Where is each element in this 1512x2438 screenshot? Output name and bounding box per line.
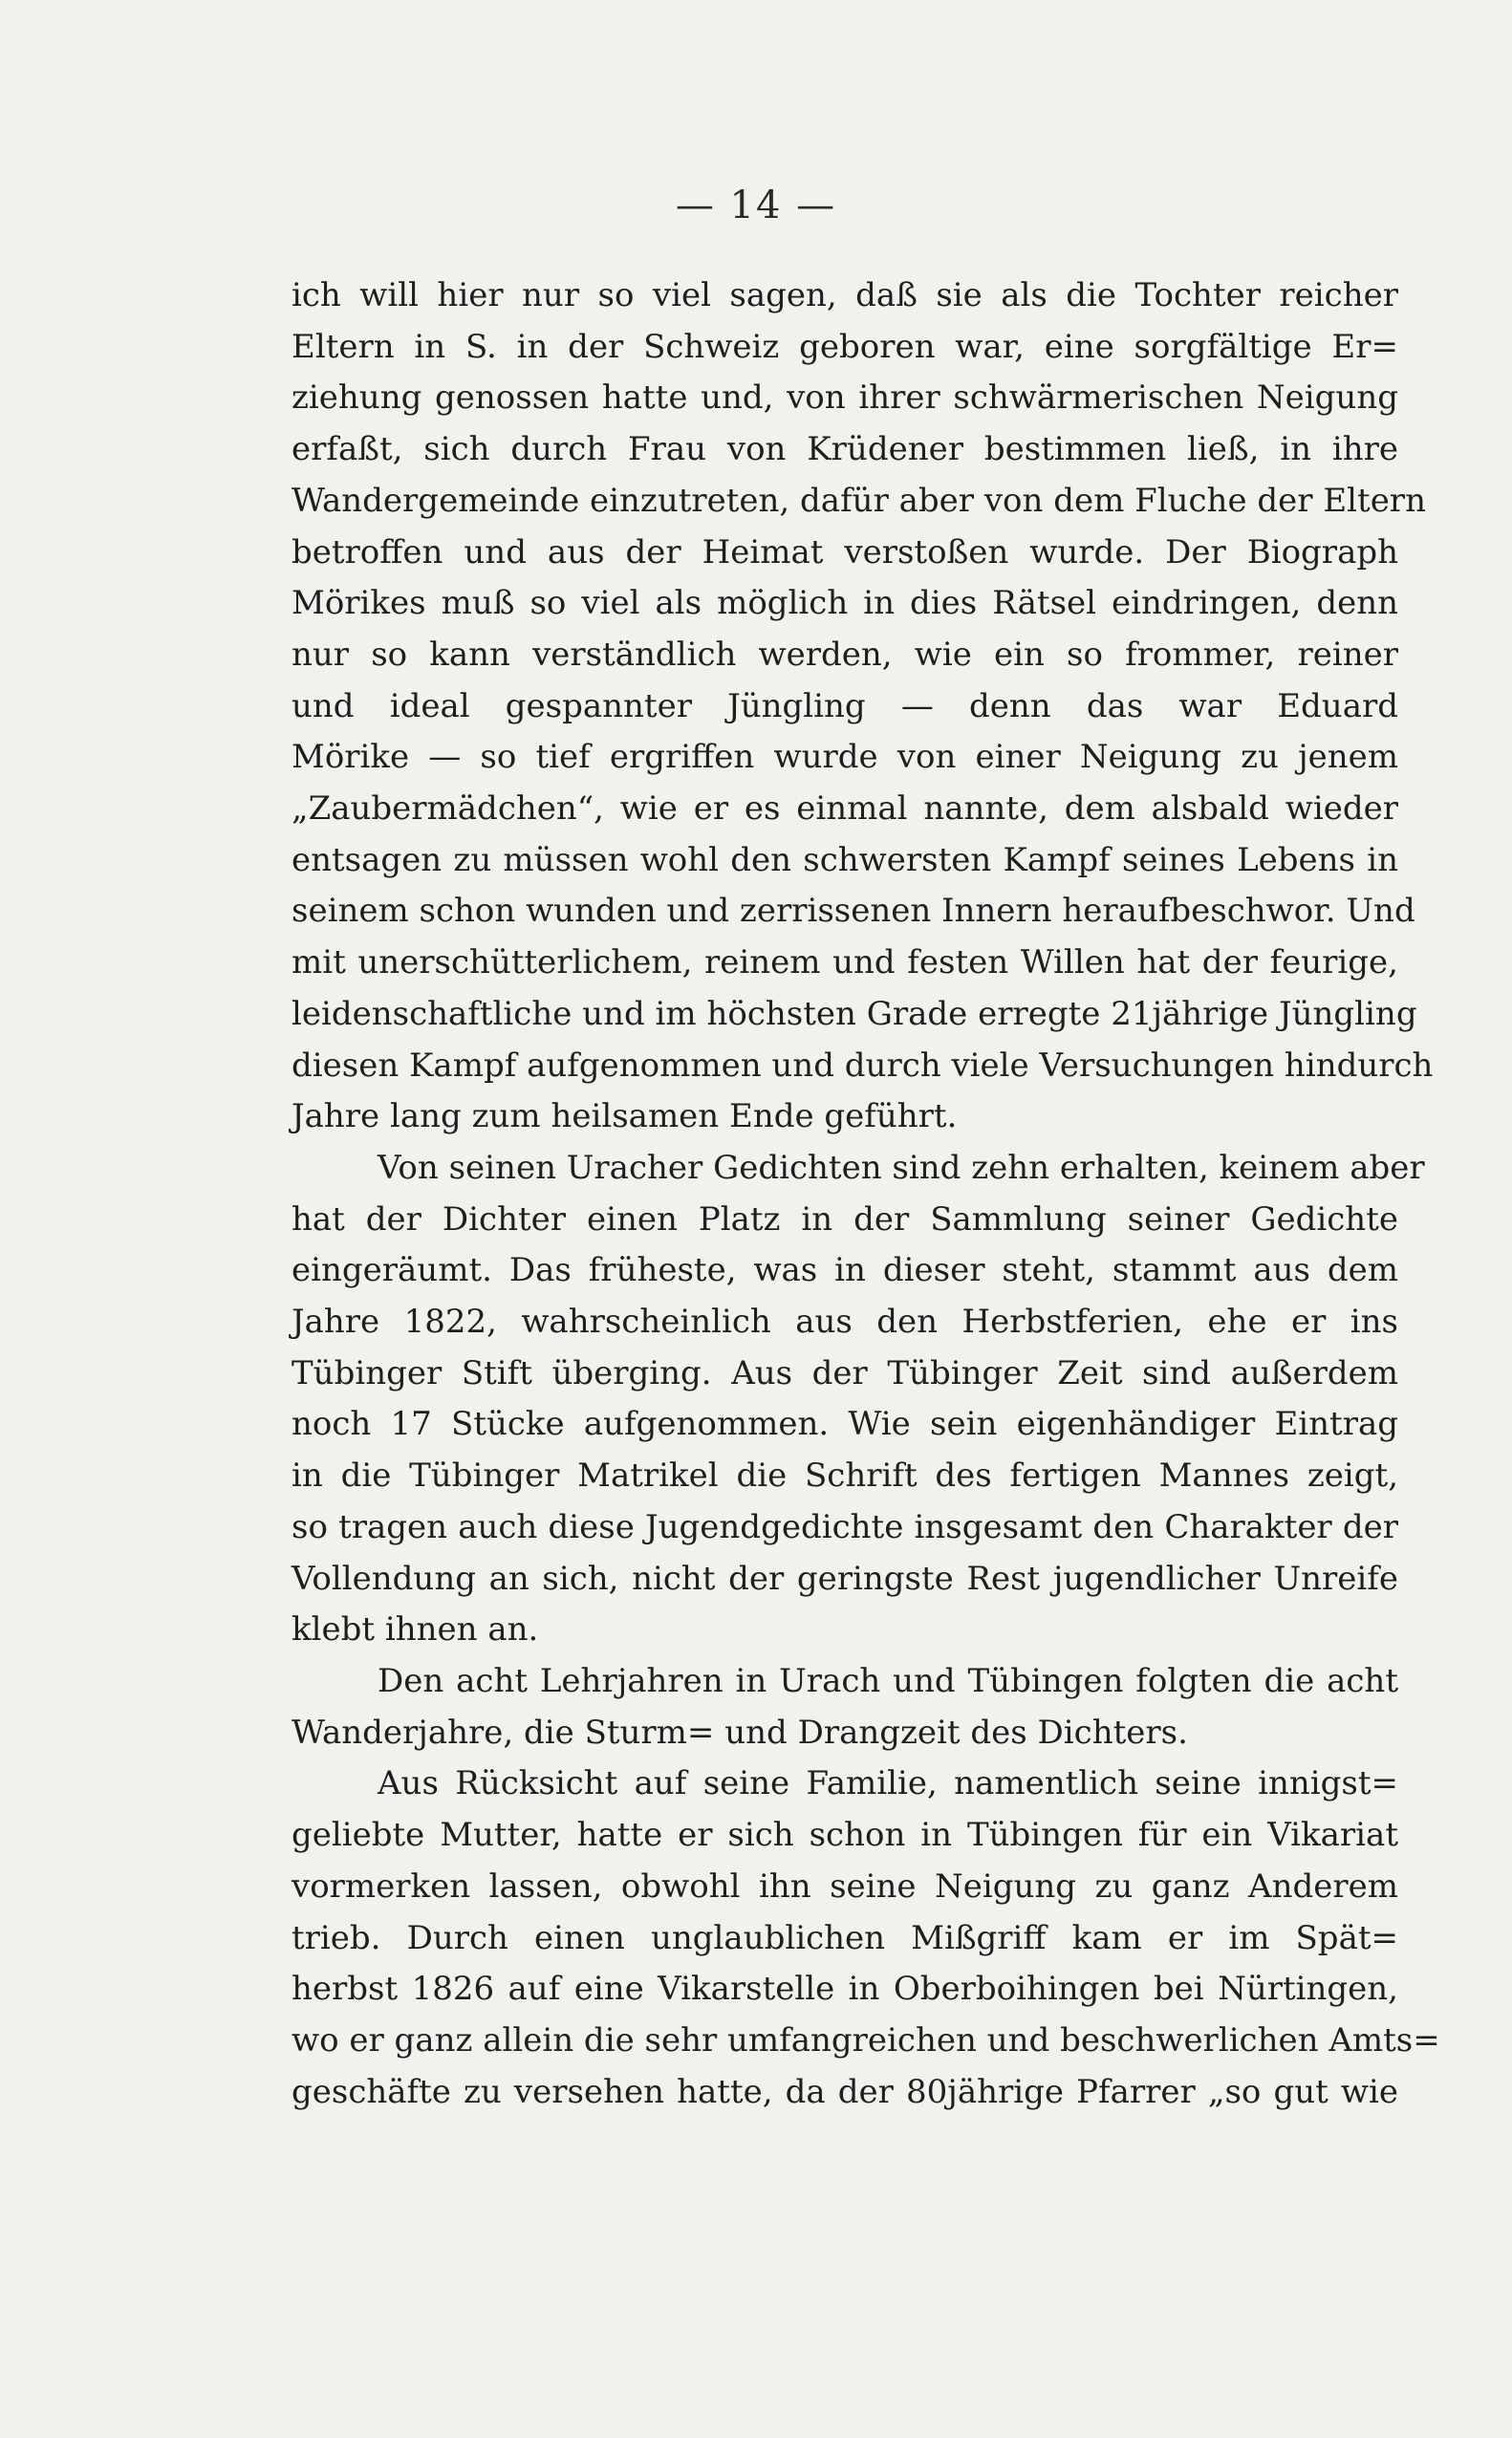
text-line: ich will hier nur so viel sagen, daß sie als die Tochter reicher <box>292 276 1398 314</box>
text-line: Wandergemeinde einzutreten, dafür aber von dem Fluche der Eltern <box>292 481 1426 520</box>
text-line: vormerken lassen, obwohl ihn seine Neigung zu ganz Anderem <box>292 1866 1398 1906</box>
paragraph-3 <box>292 1656 1398 1758</box>
text-line: hat der Dichter einen Platz in der Sammlung seiner Gedichte <box>292 1199 1398 1239</box>
text-line: Von seinen Uracher Gedichten sind zehn erhalten, keinem aber <box>378 1148 1425 1187</box>
paragraph-1 <box>292 270 1434 1143</box>
text-line: erfaßt, sich durch Frau von Krüdener bestimmen ließ, in ihre <box>292 430 1398 469</box>
text-line: nur so kann verständlich werden, wie ein so frommer, reiner <box>292 635 1398 674</box>
text-line: herbst 1826 auf eine Vikarstelle in Oberboihingen bei Nürtingen, <box>292 1970 1398 2009</box>
text-line: trieb. Durch einen unglaublichen Mißgriff kam er im Spät= <box>292 1918 1398 1957</box>
text-line: in die Tübinger Matrikel die Schrift des fertigen Mannes zeigt, <box>292 1456 1398 1496</box>
text-line: seinem schon wunden und zerrissenen Innern heraufbeschwor. Und <box>292 892 1415 931</box>
text-line: klebt ihnen an. <box>292 1610 539 1650</box>
text-line: diesen Kampf aufgenommen und durch viele Versuchungen hindurch <box>292 1046 1434 1085</box>
text-line: mit unerschütterlichem, reinem und festen Willen hat der feurige, <box>292 943 1398 982</box>
text-line: ziehung genossen hatte und, von ihrer schwärmerischen Neigung <box>292 378 1398 418</box>
text-line: Jahre 1822, wahrscheinlich aus den Herbstferien, ehe er ins <box>292 1303 1398 1342</box>
text-line: Jahre lang zum heilsamen Ende geführt. <box>292 1097 958 1136</box>
text-line: entsagen zu müssen wohl den schwersten Kampf seines Lebens in <box>292 840 1398 879</box>
text-line: Eltern in S. in der Schweiz geboren war, eine sorgfältige Er= <box>292 327 1398 366</box>
page-number: — 14 — <box>675 183 837 227</box>
text-line: geschäfte zu versehen hatte, da der 80jährige Pfarrer „so gut wie <box>292 2072 1398 2111</box>
text-line: Aus Rücksicht auf seine Familie, namentlich seine innigst= <box>378 1764 1398 1803</box>
text-line: so tragen auch diese Jugendgedichte insgesamt den Charakter der <box>292 1507 1398 1546</box>
text-line: betroffen und aus der Heimat verstoßen wurde. Der Biograph <box>292 532 1398 572</box>
text-line: Vollendung an sich, nicht der geringste Rest jugendlicher Unreife <box>292 1559 1398 1598</box>
text-line: Mörike — so tief ergriffen wurde von einer Neigung zu jenem <box>292 738 1398 777</box>
text-line: Mörikes muß so viel als möglich in dies Rätsel eindringen, denn <box>292 584 1398 623</box>
text-line: Den acht Lehrjahren in Urach und Tübingen folgten die acht <box>378 1661 1398 1700</box>
text-line: noch 17 Stücke aufgenommen. Wie sein eigenhändiger Eintrag <box>292 1405 1398 1444</box>
text-line: „Zaubermädchen“, wie er es einmal nannte, dem alsbald wieder <box>292 789 1398 829</box>
text-line: Tübinger Stift überging. Aus der Tübinger Zeit sind außerdem <box>292 1353 1398 1392</box>
text-line: Wanderjahre, die Sturm= und Drangzeit des Dichters. <box>292 1713 1188 1752</box>
paragraph-2 <box>292 1143 1425 1656</box>
text-line: wo er ganz allein die sehr umfangreichen und beschwerlichen Amts= <box>292 2020 1440 2060</box>
paragraph-4 <box>292 1758 1440 2118</box>
text-line: leidenschaftliche und im höchsten Grade erregte 21jährige Jüngling <box>292 994 1417 1033</box>
text-line: und ideal gespannter Jüngling — denn das war Eduard <box>292 686 1398 725</box>
text-line: eingeräumt. Das früheste, was in dieser steht, stammt aus dem <box>292 1251 1398 1290</box>
body-text <box>292 270 1440 2118</box>
text-line: geliebte Mutter, hatte er sich schon in Tübingen für ein Vikariat <box>292 1816 1398 1855</box>
